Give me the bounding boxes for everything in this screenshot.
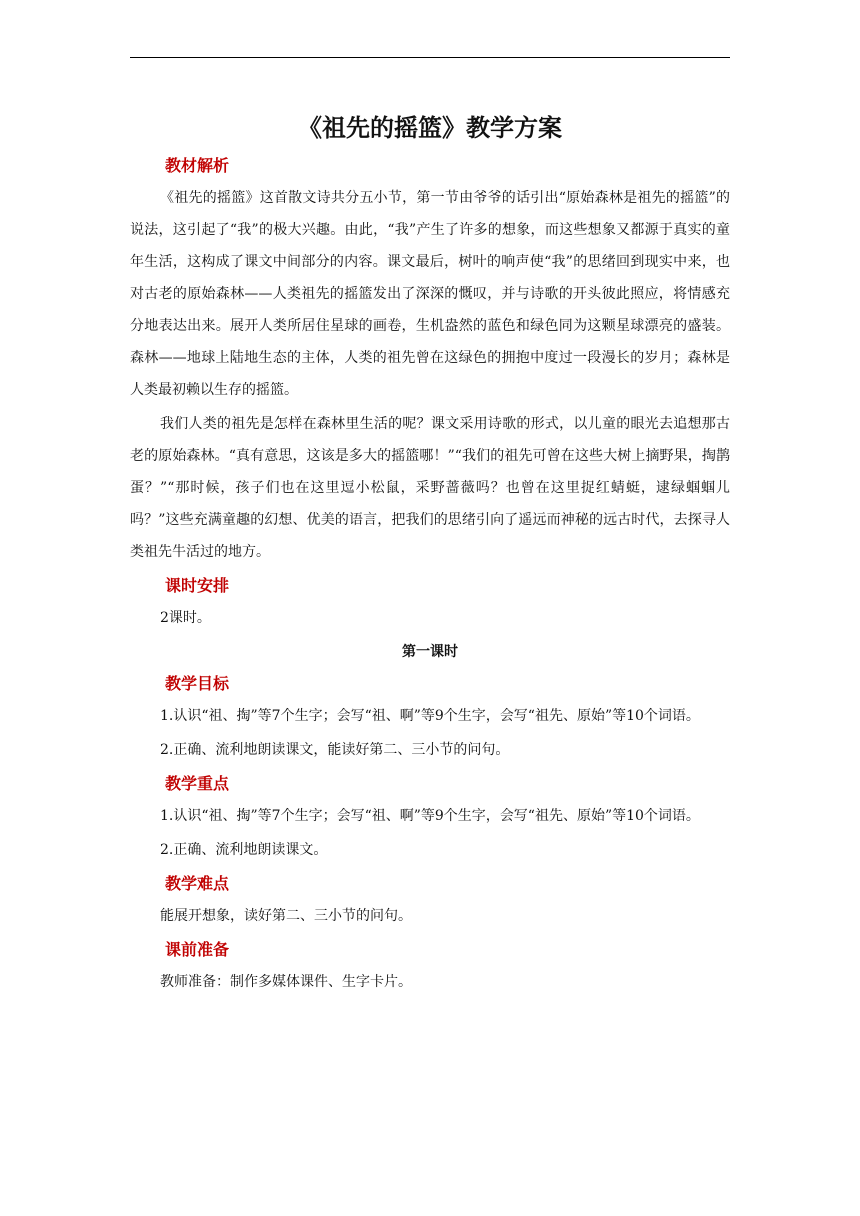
section-heading-key-points: 教学重点 xyxy=(165,774,230,793)
document-title: 《祖先的摇篮》教学方案 xyxy=(298,114,562,142)
paragraph: 2课时。 xyxy=(160,610,211,626)
paragraph: 能展开想象，读好第二、三小节的问句。 xyxy=(160,908,412,924)
section-heading-objectives: 教学目标 xyxy=(165,674,230,693)
section-heading-schedule: 课时安排 xyxy=(165,576,230,595)
paragraph: 2.正确、流利地朗读课文。 xyxy=(160,842,328,858)
paragraph: 我们人类的祖先是怎样在森林里生活的呢？课文采用诗歌的形式，以儿童的眼光去追想那古老的原始森林。“真有意思，这该是多大的摇篮哪！”“我们的祖先可曾在这些大树上摘野果，掏鹊蛋？”“那时候，孩子们也在这里逗小松鼠，采野蔷薇吗？也曾在这里捉红蜻蜓，逮绿蝈蝈儿吗？”这些充满童趣的幻想、优美的语言，把我们的思绪引向了遥远而神秘的远古时代，去探寻人类祖先牛活过的地方。 xyxy=(130,416,730,560)
paragraph: 教师准备：制作多媒体课件、生字卡片。 xyxy=(160,974,412,990)
section-heading-difficulties: 教学难点 xyxy=(165,874,230,893)
paragraph: 《祖先的摇篮》这首散文诗共分五小节，第一节由爷爷的话引出“原始森林是祖先的摇篮”的说法，这引起了“我”的极大兴趣。由此，“我”产生了许多的想象，而这些想象又都源于真实的童年生活，这构成了课文中间部分的内容。课文最后，树叶的响声使“我”的思绪回到现实中来，也对古老的原始森林——人类祖先的摇篮发出了深深的慨叹，并与诗歌的开头彼此照应，将情感充分地表达出来。展开人类所居住星球的画卷，生机盎然的蓝色和绿色同为这颗星球漂亮的盛装。森林——地球上陆地生态的主体，人类的祖先曾在这绿色的拥抱中度过一段漫长的岁月；森林是人类最初赖以生存的摇篮。 xyxy=(130,190,730,398)
paragraph: 2.正确、流利地朗读课文，能读好第二、三小节的问句。 xyxy=(160,742,510,758)
document-body xyxy=(130,150,730,998)
section-heading-textbook-analysis: 教材解析 xyxy=(165,156,230,175)
header-rule xyxy=(130,57,730,58)
paragraph: 1.认识“祖、掏”等7个生字；会写“祖、啊”等9个生字，会写“祖先、原始”等10个词语。 xyxy=(160,808,700,824)
lesson-heading: 第一课时 xyxy=(402,644,458,660)
section-heading-preparation: 课前准备 xyxy=(165,940,230,959)
paragraph: 1.认识“祖、掏”等7个生字；会写“祖、啊”等9个生字，会写“祖先、原始”等10个词语。 xyxy=(160,708,700,724)
